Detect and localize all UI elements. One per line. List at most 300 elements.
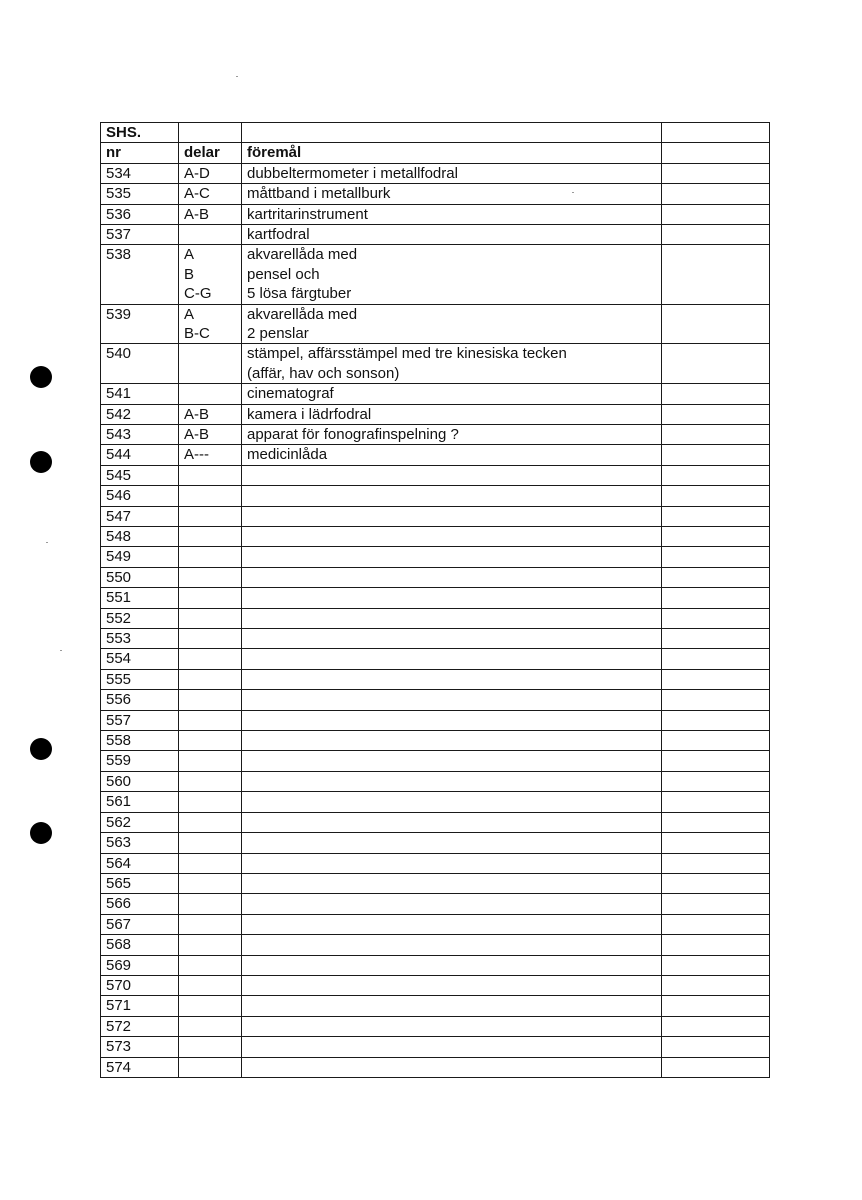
extra-cell — [662, 204, 770, 224]
delar-line — [184, 792, 241, 811]
foremal-cell — [242, 304, 662, 344]
delar-line: A-D — [184, 164, 210, 182]
table-row — [101, 527, 770, 547]
extra-cell — [662, 1016, 770, 1036]
nr-cell: 541 — [101, 384, 179, 404]
punch-hole-1 — [30, 366, 52, 388]
foremal-cell — [242, 344, 662, 384]
extra-cell — [662, 1037, 770, 1057]
table-row — [101, 914, 770, 934]
extra-cell — [662, 527, 770, 547]
delar-line — [184, 527, 241, 546]
foremal-cell — [242, 404, 662, 424]
foremal-cell — [242, 506, 662, 526]
extra-cell — [662, 955, 770, 975]
delar-line — [184, 466, 241, 485]
table-row — [101, 424, 770, 444]
delar-line — [184, 996, 241, 1015]
nr-cell: 565 — [101, 873, 179, 893]
nr-cell: 537 — [101, 225, 179, 245]
delar-cell — [179, 996, 242, 1016]
delar-line — [184, 384, 241, 403]
nr-cell: 570 — [101, 975, 179, 995]
header-delar-cell: delar — [179, 143, 242, 163]
delar-line: A-B — [184, 405, 210, 423]
foremal-cell — [242, 245, 662, 304]
delar-cell — [179, 608, 242, 628]
foremal-cell — [242, 629, 662, 649]
delar-line — [184, 751, 241, 770]
table-row — [101, 894, 770, 914]
delar-cell — [179, 975, 242, 995]
table-row — [101, 486, 770, 506]
foremal-cell — [242, 792, 662, 812]
delar-line: C-G — [184, 285, 212, 303]
delar-line — [184, 813, 241, 832]
delar-cell — [179, 731, 242, 751]
table-row — [101, 771, 770, 791]
extra-cell — [662, 404, 770, 424]
foremal-line — [247, 956, 661, 975]
table-row — [101, 163, 770, 183]
delar-cell — [179, 873, 242, 893]
delar-line — [184, 874, 241, 893]
nr-cell: 558 — [101, 731, 179, 751]
extra-cell — [662, 894, 770, 914]
extra-cell — [662, 873, 770, 893]
foremal-line: dubbeltermometer i metallfodral — [247, 164, 458, 182]
delar-cell — [179, 792, 242, 812]
nr-cell: 545 — [101, 465, 179, 485]
delar-line — [184, 935, 241, 954]
foremal-line — [247, 751, 661, 770]
nr-cell: 554 — [101, 649, 179, 669]
nr-cell: 549 — [101, 547, 179, 567]
extra-cell — [662, 547, 770, 567]
extra-cell — [662, 833, 770, 853]
extra-cell — [662, 996, 770, 1016]
table-row — [101, 384, 770, 404]
table-row — [101, 853, 770, 873]
table-row — [101, 304, 770, 344]
extra-cell — [662, 975, 770, 995]
foremal-cell — [242, 1016, 662, 1036]
table-row — [101, 588, 770, 608]
delar-line — [184, 854, 241, 873]
nr-cell: 566 — [101, 894, 179, 914]
foremal-line — [247, 731, 661, 750]
table-row — [101, 812, 770, 832]
delar-cell — [179, 304, 242, 344]
nr-cell: 560 — [101, 771, 179, 791]
header-nr-cell: SHS. — [101, 123, 179, 143]
foremal-cell — [242, 812, 662, 832]
extra-cell — [662, 669, 770, 689]
foremal-cell — [242, 894, 662, 914]
foremal-cell — [242, 225, 662, 245]
foremal-line: stämpel, affärsstämpel med tre kinesiska tecken — [247, 345, 567, 363]
foremal-cell — [242, 384, 662, 404]
delar-cell — [179, 527, 242, 547]
foremal-line — [247, 527, 661, 546]
delar-cell — [179, 751, 242, 771]
foremal-line: kartritarinstrument — [247, 205, 368, 223]
extra-cell — [662, 465, 770, 485]
table-row — [101, 608, 770, 628]
foremal-cell — [242, 1037, 662, 1057]
nr-cell: 563 — [101, 833, 179, 853]
punch-hole-3 — [30, 738, 52, 760]
foremal-line — [247, 792, 661, 811]
foremal-cell — [242, 204, 662, 224]
delar-cell — [179, 710, 242, 730]
nr-cell: 540 — [101, 344, 179, 384]
extra-cell — [662, 608, 770, 628]
foremal-cell — [242, 588, 662, 608]
delar-line — [184, 547, 241, 566]
foremal-line — [247, 1058, 661, 1077]
foremal-line — [247, 996, 661, 1015]
nr-cell: 559 — [101, 751, 179, 771]
delar-line: A-B — [184, 425, 210, 443]
delar-cell — [179, 649, 242, 669]
extra-cell — [662, 792, 770, 812]
header-foremal-cell: föremål — [242, 143, 662, 163]
header-extra-cell — [662, 143, 770, 163]
foremal-line — [247, 854, 661, 873]
delar-line — [184, 649, 241, 668]
nr-cell: 553 — [101, 629, 179, 649]
extra-cell — [662, 225, 770, 245]
table-row — [101, 245, 770, 304]
delar-cell — [179, 629, 242, 649]
delar-cell — [179, 404, 242, 424]
nr-cell: 573 — [101, 1037, 179, 1057]
delar-cell — [179, 245, 242, 304]
foremal-line: pensel och — [247, 265, 320, 283]
extra-cell — [662, 710, 770, 730]
delar-line — [184, 915, 241, 934]
extra-cell — [662, 486, 770, 506]
table-row — [101, 445, 770, 465]
delar-line — [184, 225, 241, 244]
header-row — [101, 123, 770, 143]
table-row — [101, 731, 770, 751]
table-row — [101, 975, 770, 995]
delar-cell — [179, 669, 242, 689]
nr-cell: 568 — [101, 935, 179, 955]
extra-cell — [662, 812, 770, 832]
foremal-line — [247, 772, 661, 791]
delar-cell — [179, 163, 242, 183]
delar-cell — [179, 914, 242, 934]
extra-cell — [662, 1057, 770, 1077]
extra-cell — [662, 506, 770, 526]
nr-cell: 542 — [101, 404, 179, 424]
table-row — [101, 547, 770, 567]
foremal-cell — [242, 669, 662, 689]
table-row — [101, 669, 770, 689]
nr-cell: 555 — [101, 669, 179, 689]
foremal-line — [247, 690, 661, 709]
table-row — [101, 955, 770, 975]
foremal-line — [247, 813, 661, 832]
inventory-table-body — [101, 123, 770, 1078]
nr-cell: 571 — [101, 996, 179, 1016]
nr-cell: 556 — [101, 690, 179, 710]
table-row — [101, 184, 770, 204]
delar-line — [184, 976, 241, 995]
header-delar-cell — [179, 123, 242, 143]
delar-cell — [179, 384, 242, 404]
delar-line — [184, 731, 241, 750]
delar-line — [184, 690, 241, 709]
nr-cell: 572 — [101, 1016, 179, 1036]
foremal-cell — [242, 567, 662, 587]
delar-cell — [179, 486, 242, 506]
delar-cell — [179, 567, 242, 587]
foremal-line — [247, 1017, 661, 1036]
delar-cell — [179, 204, 242, 224]
extra-cell — [662, 629, 770, 649]
foremal-line: akvarellåda med — [247, 305, 358, 323]
delar-cell — [179, 225, 242, 245]
delar-line — [184, 486, 241, 505]
delar-cell — [179, 1037, 242, 1057]
foremal-cell — [242, 547, 662, 567]
delar-cell — [179, 547, 242, 567]
delar-line: A-C — [184, 185, 210, 203]
foremal-cell — [242, 914, 662, 934]
foremal-line — [247, 507, 661, 526]
nr-cell: 551 — [101, 588, 179, 608]
table-row — [101, 344, 770, 384]
foremal-line — [247, 486, 661, 505]
nr-cell: 569 — [101, 955, 179, 975]
extra-cell — [662, 384, 770, 404]
foremal-cell — [242, 163, 662, 183]
nr-cell: 535 — [101, 184, 179, 204]
extra-cell — [662, 853, 770, 873]
delar-line: A — [184, 246, 195, 264]
extra-cell — [662, 445, 770, 465]
foremal-line: akvarellåda med — [247, 246, 358, 264]
delar-line — [184, 1058, 241, 1077]
delar-cell — [179, 184, 242, 204]
table-row — [101, 792, 770, 812]
delar-line — [184, 1037, 241, 1056]
scan-speck — [46, 542, 48, 543]
foremal-line — [247, 670, 661, 689]
nr-cell: 550 — [101, 567, 179, 587]
foremal-line — [247, 915, 661, 934]
foremal-line — [247, 466, 661, 485]
delar-line — [184, 344, 241, 363]
foremal-cell — [242, 608, 662, 628]
extra-cell — [662, 731, 770, 751]
nr-cell: 546 — [101, 486, 179, 506]
nr-cell: 547 — [101, 506, 179, 526]
extra-cell — [662, 424, 770, 444]
foremal-cell — [242, 527, 662, 547]
table-row — [101, 204, 770, 224]
delar-cell — [179, 506, 242, 526]
nr-cell: 539 — [101, 304, 179, 344]
delar-line: A — [184, 305, 195, 323]
delar-line — [184, 609, 241, 628]
delar-line — [184, 629, 241, 648]
delar-line — [184, 568, 241, 587]
nr-cell: 543 — [101, 424, 179, 444]
foremal-cell — [242, 424, 662, 444]
foremal-line — [247, 609, 661, 628]
extra-cell — [662, 914, 770, 934]
foremal-line: 5 lösa färgtuber — [247, 285, 352, 303]
foremal-line: 2 penslar — [247, 325, 309, 342]
foremal-cell — [242, 996, 662, 1016]
extra-cell — [662, 588, 770, 608]
foremal-line — [247, 629, 661, 648]
delar-cell — [179, 853, 242, 873]
foremal-cell — [242, 1057, 662, 1077]
extra-cell — [662, 344, 770, 384]
foremal-line: medicinlåda — [247, 446, 328, 464]
delar-cell — [179, 588, 242, 608]
nr-cell: 548 — [101, 527, 179, 547]
foremal-cell — [242, 445, 662, 465]
foremal-line — [247, 649, 661, 668]
delar-line: B-C — [184, 325, 210, 342]
nr-cell: 538 — [101, 245, 179, 304]
table-row — [101, 1037, 770, 1057]
foremal-line: måttband i metallburk — [247, 185, 391, 203]
delar-cell — [179, 955, 242, 975]
foremal-line: cinematograf — [247, 385, 334, 403]
foremal-cell — [242, 690, 662, 710]
foremal-cell — [242, 975, 662, 995]
foremal-line — [247, 935, 661, 954]
foremal-cell — [242, 710, 662, 730]
delar-line — [184, 956, 241, 975]
delar-line — [184, 670, 241, 689]
delar-line: B — [184, 265, 195, 283]
delar-line — [184, 711, 241, 730]
punch-hole-2 — [30, 451, 52, 473]
punch-hole-4 — [30, 822, 52, 844]
table-row — [101, 567, 770, 587]
table-row — [101, 751, 770, 771]
foremal-cell — [242, 751, 662, 771]
table-row — [101, 404, 770, 424]
table-row — [101, 465, 770, 485]
foremal-line — [247, 894, 661, 913]
extra-cell — [662, 935, 770, 955]
foremal-line — [247, 568, 661, 587]
foremal-cell — [242, 465, 662, 485]
extra-cell — [662, 649, 770, 669]
delar-cell — [179, 690, 242, 710]
delar-line — [184, 1017, 241, 1036]
delar-cell — [179, 894, 242, 914]
header-foremal-cell — [242, 123, 662, 143]
delar-cell — [179, 771, 242, 791]
foremal-line: kartfodral — [247, 226, 310, 244]
extra-cell — [662, 751, 770, 771]
table-row — [101, 225, 770, 245]
delar-line — [184, 772, 241, 791]
delar-cell — [179, 833, 242, 853]
foremal-line — [247, 547, 661, 566]
nr-cell: 567 — [101, 914, 179, 934]
foremal-cell — [242, 873, 662, 893]
extra-cell — [662, 163, 770, 183]
delar-cell — [179, 812, 242, 832]
extra-cell — [662, 245, 770, 304]
foremal-cell — [242, 955, 662, 975]
extra-cell — [662, 567, 770, 587]
delar-cell — [179, 445, 242, 465]
foremal-line: kamera i lädrfodral — [247, 405, 372, 423]
scan-speck — [60, 650, 62, 651]
delar-cell — [179, 344, 242, 384]
nr-cell: 534 — [101, 163, 179, 183]
delar-line — [184, 894, 241, 913]
delar-cell — [179, 424, 242, 444]
nr-cell: 564 — [101, 853, 179, 873]
header-extra-cell — [662, 123, 770, 143]
delar-cell — [179, 465, 242, 485]
delar-line — [184, 507, 241, 526]
extra-cell — [662, 184, 770, 204]
header-row — [101, 143, 770, 163]
table-row — [101, 710, 770, 730]
foremal-line — [247, 976, 661, 995]
nr-cell: 536 — [101, 204, 179, 224]
foremal-line — [247, 833, 661, 852]
foremal-cell — [242, 935, 662, 955]
nr-cell: 557 — [101, 710, 179, 730]
nr-cell: 561 — [101, 792, 179, 812]
nr-cell: 562 — [101, 812, 179, 832]
delar-line — [184, 588, 241, 607]
table-row — [101, 1057, 770, 1077]
scan-speck — [236, 76, 238, 77]
foremal-cell — [242, 833, 662, 853]
table-row — [101, 873, 770, 893]
delar-cell — [179, 1016, 242, 1036]
delar-line — [184, 833, 241, 852]
table-row — [101, 629, 770, 649]
delar-cell — [179, 1057, 242, 1077]
foremal-cell — [242, 771, 662, 791]
extra-cell — [662, 771, 770, 791]
extra-cell — [662, 304, 770, 344]
foremal-line — [247, 874, 661, 893]
table-row — [101, 506, 770, 526]
nr-cell: 544 — [101, 445, 179, 465]
foremal-line: apparat för fonografinspelning ? — [247, 425, 459, 443]
header-nr-cell: nr — [101, 143, 179, 163]
foremal-cell — [242, 731, 662, 751]
nr-cell: 552 — [101, 608, 179, 628]
foremal-line — [247, 711, 661, 730]
foremal-cell — [242, 184, 662, 204]
extra-cell — [662, 690, 770, 710]
table-row — [101, 649, 770, 669]
foremal-line — [247, 1037, 661, 1056]
table-row — [101, 935, 770, 955]
delar-line: A-B — [184, 205, 210, 223]
